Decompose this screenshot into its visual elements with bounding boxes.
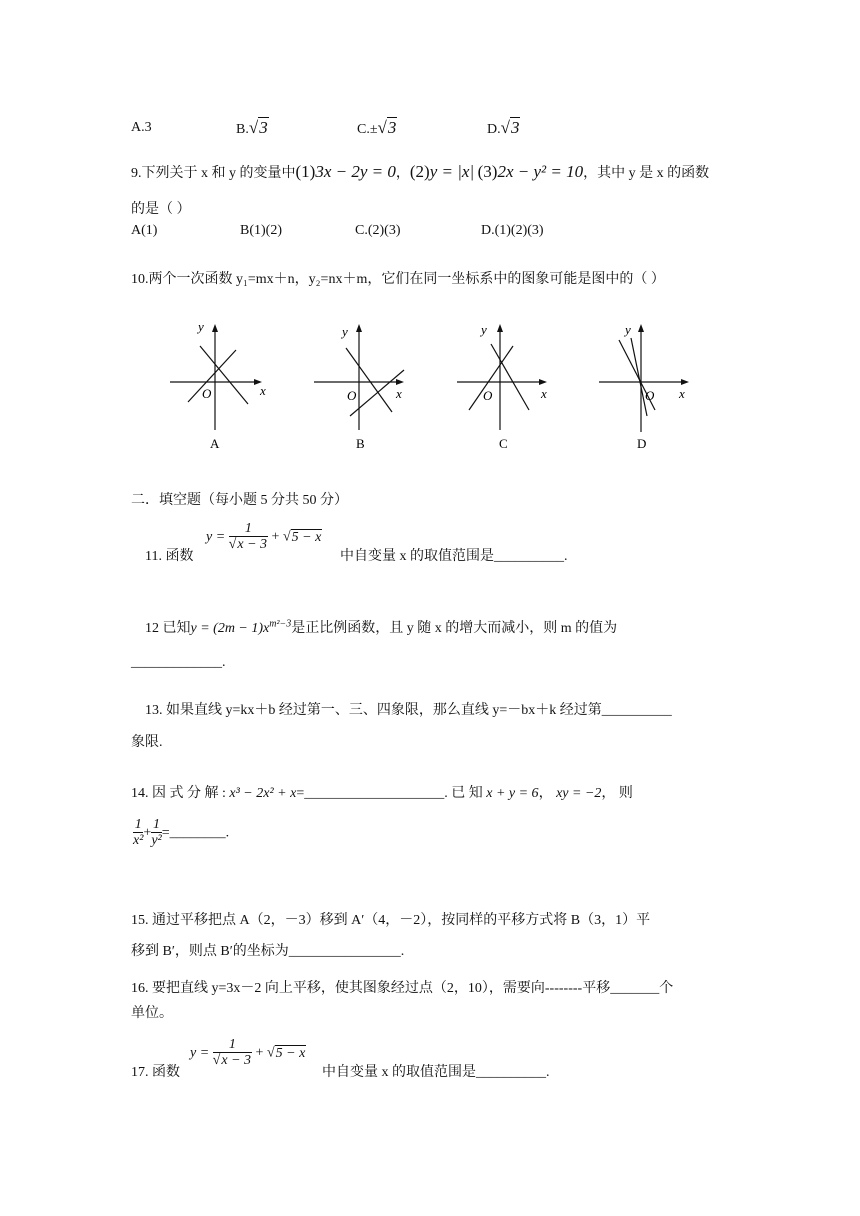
q11-numerator: 1 bbox=[244, 521, 252, 536]
q14-plus: + bbox=[143, 825, 152, 841]
q12-suffix: 是正比例函数，且 y 随 x 的增大而减小，则 m 的值为 bbox=[291, 621, 618, 636]
q14-fraction-2 bbox=[151, 818, 161, 849]
x-label: x bbox=[541, 386, 547, 401]
q8-option-d: D.√3 bbox=[487, 118, 520, 137]
q17-plus: + bbox=[255, 1045, 264, 1061]
q17-fraction bbox=[213, 1038, 252, 1069]
q14-expression: x³ − 2x² + x bbox=[229, 786, 297, 801]
q9-option-a: A(1) bbox=[131, 223, 158, 238]
q17-numerator: 1 bbox=[228, 1037, 236, 1052]
q9-eq3: 2x − y² = 10 bbox=[497, 162, 584, 181]
q11-den-radicand: x − 3 bbox=[237, 537, 268, 552]
q12-prefix: 12 已知 bbox=[145, 621, 191, 636]
x-label: x bbox=[396, 386, 402, 401]
q9-option-d: D.(1)(2)(3) bbox=[481, 223, 544, 238]
q8-option-a-label: A.3 bbox=[131, 120, 152, 135]
q10-graph-a bbox=[170, 318, 270, 458]
line-1 bbox=[188, 350, 236, 402]
q14-frac2-den: y² bbox=[151, 833, 162, 848]
q13-line2: 象限. bbox=[131, 735, 163, 750]
q9-num2: (2) bbox=[409, 162, 430, 181]
q8-option-c-radicand: 3 bbox=[387, 118, 397, 137]
q14-frac2-num: 1 bbox=[153, 817, 161, 832]
q12-line1 bbox=[145, 617, 617, 637]
q16-line2: 单位。 bbox=[131, 1006, 173, 1021]
q17-formula: y = $\frac{1}{√x - 3}$ + √5 − x bbox=[190, 1037, 306, 1068]
q11-prefix: 11. 函数 bbox=[145, 549, 194, 564]
q14-then: ， 则 bbox=[601, 786, 633, 801]
q14-condition-2: xy = −2 bbox=[556, 786, 602, 801]
x-label: x bbox=[260, 383, 266, 398]
q17-suffix: 中自变量 x 的取值范围是__________. bbox=[322, 1065, 550, 1080]
y-label: y bbox=[342, 324, 348, 339]
q17-prefix: 17. 函数 bbox=[131, 1065, 180, 1080]
q14-line2 bbox=[133, 818, 229, 849]
q9-option-c: C.(2)(3) bbox=[355, 223, 401, 238]
q9-num3: (3) bbox=[477, 162, 498, 181]
y-label: y bbox=[625, 322, 631, 337]
q9-num1: (1) bbox=[295, 162, 316, 181]
q8-option-c-label: C.± bbox=[357, 122, 378, 137]
q14-tail: =________. bbox=[161, 825, 230, 841]
q16-line1: 16. 要把直线 y=3x－2 向上平移，使其图象经过点（2，10），需要向--------平移_______个 bbox=[131, 981, 674, 996]
q12-line2: _____________. bbox=[131, 655, 226, 670]
q17-den-radicand: x − 3 bbox=[221, 1053, 252, 1068]
q11-fraction bbox=[229, 522, 268, 553]
origin-label: O bbox=[347, 388, 357, 403]
q8-option-a bbox=[131, 120, 152, 136]
q9-suffix: ，其中 y 是 x 的函数 bbox=[583, 166, 710, 181]
q11-lhs: y = bbox=[206, 529, 226, 545]
q11-formula: y = $\frac{1}{√x - 3}$ + √5 − x bbox=[206, 521, 322, 552]
line-2 bbox=[491, 344, 529, 410]
graph-label: D bbox=[637, 436, 647, 451]
q14-frac1-num: 1 bbox=[134, 817, 142, 832]
line-2 bbox=[631, 338, 647, 416]
q9-eq2: y = |x| bbox=[429, 162, 475, 181]
q11-suffix: 中自变量 x 的取值范围是__________. bbox=[340, 549, 568, 564]
q8-option-c: C.±√3 bbox=[357, 118, 397, 137]
y-label: y bbox=[198, 319, 204, 334]
origin-label: O bbox=[202, 386, 212, 401]
q11-radicand2: 5 − x bbox=[291, 529, 322, 545]
q10-graph-c bbox=[455, 318, 555, 458]
q14-fraction-1 bbox=[133, 818, 143, 849]
q8-option-d-radicand: 3 bbox=[510, 118, 520, 137]
q10-text: 10.两个一次函数 y₁=mx＋n，y₂=nx＋m，它们在同一坐标系中的图象可能是图中的（ ） bbox=[131, 272, 665, 287]
q14-comma: ， bbox=[538, 786, 553, 801]
q14-line1 bbox=[131, 782, 633, 802]
q9-line2: 的是（ ） bbox=[131, 202, 191, 217]
q8-option-b: B.√3 bbox=[236, 118, 268, 137]
section-2-title: 二．填空题（每小题 5 分共 50 分） bbox=[131, 493, 348, 508]
q9-line1: 9.下列关于 x 和 y 的变量中(1)3x − 2y = 0，(2)y = |x| (3)2x − y² = 10，其中 y 是 x 的函数 bbox=[131, 162, 710, 181]
q10-graph-b bbox=[312, 318, 412, 458]
q14-condition-1: x + y = 6 bbox=[486, 786, 539, 801]
y-label: y bbox=[481, 322, 487, 337]
q12-formula: y = (2m − 1)x bbox=[190, 621, 270, 636]
q14-mid: =____________________. 已 知 bbox=[296, 786, 483, 801]
x-label: x bbox=[679, 386, 685, 401]
origin-label: O bbox=[483, 388, 493, 403]
origin-label: O bbox=[645, 388, 655, 403]
q15-line1: 15. 通过平移把点 A（2，－3）移到 A′（4，－2），按同样的平移方式将 B（3，1）平 bbox=[131, 913, 651, 928]
q13-line1: 13. 如果直线 y=kx＋b 经过第一、三、四象限，那么直线 y=－bx＋k 经过第__________ bbox=[145, 703, 672, 718]
q17-lhs: y = bbox=[190, 1045, 210, 1061]
q9-prefix: 9.下列关于 x 和 y 的变量中 bbox=[131, 166, 296, 181]
q8-option-b-radicand: 3 bbox=[259, 118, 268, 137]
q14-frac1-den: x² bbox=[133, 833, 144, 848]
q9-option-b: B(1)(2) bbox=[240, 223, 282, 238]
q11-plus: + bbox=[271, 529, 280, 545]
q8-option-d-label: D. bbox=[487, 122, 501, 137]
graph-label: B bbox=[356, 436, 365, 451]
q8-option-b-label: B. bbox=[236, 122, 249, 137]
q9-eq1: 3x − 2y = 0 bbox=[315, 162, 396, 181]
q17-denominator: √x − 3 bbox=[212, 1053, 252, 1068]
q14-prefix: 14. 因 式 分 解 : bbox=[131, 786, 226, 801]
q12-exponent: m²−3 bbox=[269, 618, 292, 630]
q10-graph-d bbox=[597, 318, 697, 458]
graph-label: A bbox=[210, 436, 220, 451]
q15-line2: 移到 B′，则点 B′的坐标为________________. bbox=[131, 944, 405, 959]
graph-label: C bbox=[499, 436, 508, 451]
q11-denominator: √x − 3 bbox=[228, 537, 268, 552]
q17-radicand2: 5 − x bbox=[275, 1045, 306, 1061]
